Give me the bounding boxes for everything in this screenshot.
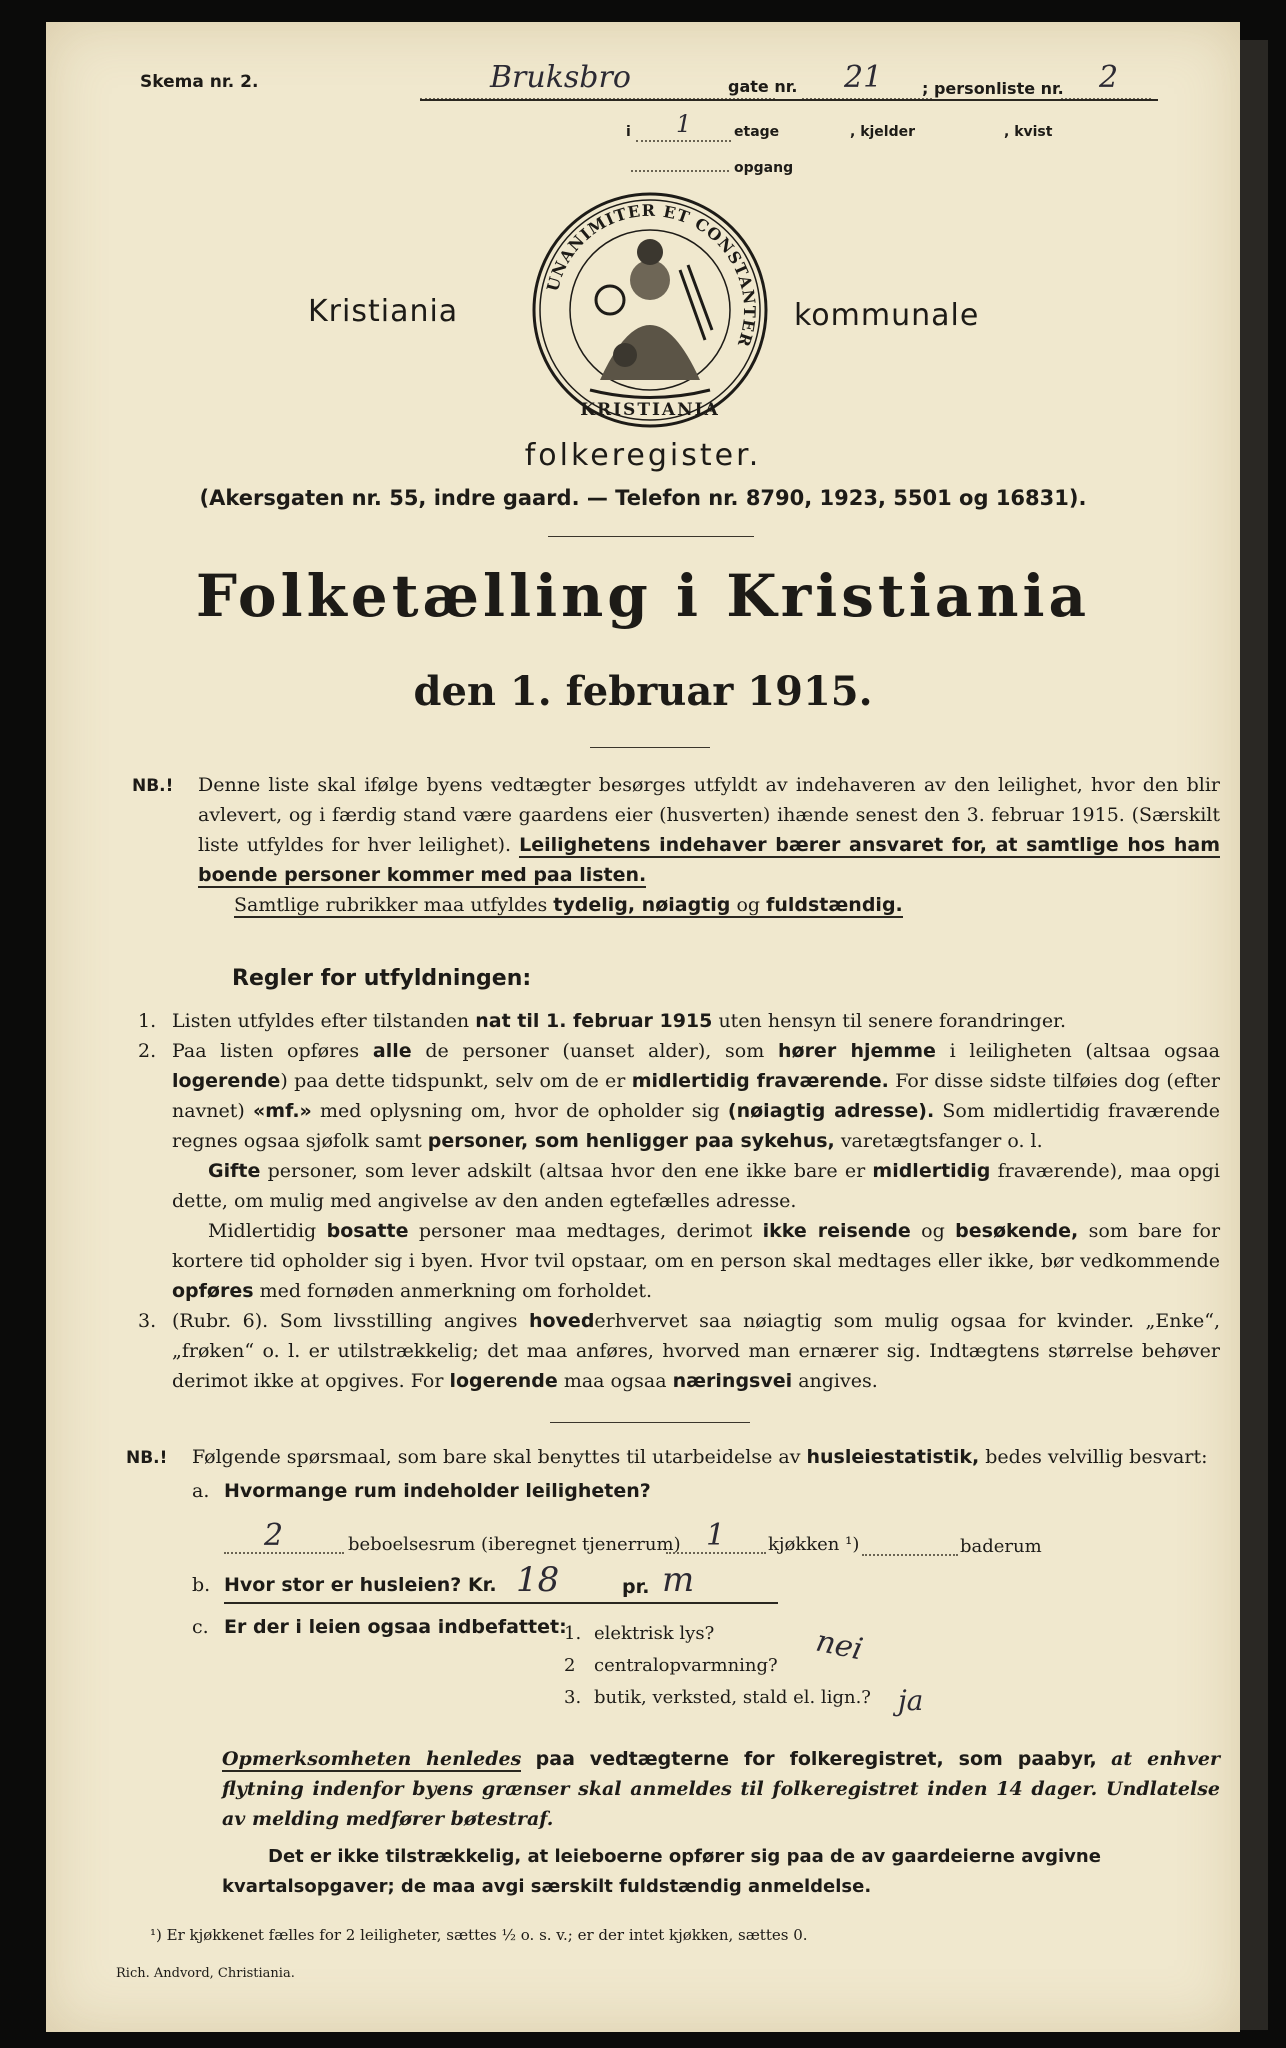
rule-2-c: de personer (uanset alder), som	[425, 1040, 765, 1062]
midl-g: som bare for kortere tid opholder sig i byen. Hvor tvil opstaar, om en person skal medtages eller ikke, bør vedkommende	[172, 1220, 1221, 1272]
question-c-label: c.	[192, 1616, 209, 1638]
question-a-label: a.	[192, 1480, 210, 1502]
opgang-field[interactable]	[631, 150, 729, 172]
rule-2-m: Som midlertidig fraværende regnes ogsaa sjøfolk samt	[172, 1100, 1221, 1152]
bath-field[interactable]	[862, 1532, 958, 1556]
per-label: pr.	[622, 1576, 650, 1598]
kjelder-label: , kjelder	[850, 124, 916, 140]
gifte-c: midlertidig	[872, 1160, 991, 1182]
census-date: den 1. februar 1915.	[413, 668, 873, 715]
rules-list	[138, 1006, 1220, 1396]
rule-2-g: ) paa dette tidspunkt, selv om de er	[280, 1070, 626, 1092]
midl-c: personer maa medtages, derimot	[418, 1220, 753, 1242]
rule-3-number: 3.	[138, 1310, 157, 1332]
option-2-number: 2	[564, 1655, 576, 1676]
nb1-bold: Leilighetens indehaver bærer ansvaret for, at samtlige hos ham boende personer kommer med paa listen.	[198, 834, 1220, 886]
rule-1-number: 1.	[138, 1010, 157, 1032]
gifte-b: personer, som lever adskilt (altsaa hvor den ene ikke bare er	[267, 1160, 866, 1182]
gifte-d: fraværende), maa opgi dette, om mulig med angivelse av den anden egtefælles adresse.	[172, 1160, 1220, 1212]
option-electric-light: elektrisk lys?	[594, 1623, 715, 1644]
notice-italic-b: at enhver flytning indenfor byens grænser skal anmeldes til folkeregistret inden 14 dager. Undlatelse av melding medfører bøtestraf.	[222, 1748, 1220, 1830]
seal-ring-text: UNANIMITER ET CONSTANTER	[542, 200, 760, 350]
rule-2-f: logerende	[172, 1070, 281, 1092]
folkeregister-title: folkeregister.	[524, 438, 762, 473]
rooms-value: 2	[264, 1518, 284, 1553]
rule-2-j: «mf.»	[253, 1100, 312, 1122]
nb1-plain: Denne liste skal ifølge byens vedtægter besørges utfyldt av indehaveren av den leilighet, hvor den blir avlevert, og i færdig stand være gaardens eier (husverten) ihænde senest den 3. februar 1915. (Særskilt liste utfyldes for hver leilighet).	[198, 774, 1220, 856]
rooms-field[interactable]	[224, 1518, 344, 1554]
nb2-intro-b: husleiestatistik,	[806, 1446, 980, 1468]
skema-number: Skema nr. 2.	[140, 72, 259, 92]
rule-2-k: med oplysning om, hvor de opholder sig	[320, 1100, 720, 1122]
rule-3-e: maa ogsaa	[563, 1370, 667, 1392]
question-a: Hvormange rum indeholder leiligheten?	[224, 1480, 651, 1502]
office-address: (Akersgaten nr. 55, indre gaard. — Telefon nr. 8790, 1923, 5501 og 16831).	[199, 486, 1087, 510]
rule-2-number: 2.	[138, 1040, 157, 1062]
personliste-value: 2	[1099, 60, 1119, 95]
question-b: Hvor stor er husleien? Kr.	[224, 1574, 497, 1596]
notice-plain-a: paa vedtægterne for folkeregistret, som paabyr,	[535, 1748, 1097, 1770]
samtlige-d: fuldstændig.	[766, 894, 903, 916]
rule-2-b: alle	[372, 1040, 412, 1062]
rule-2-a: Paa listen opføres	[172, 1040, 360, 1062]
midl-f: besøkende,	[955, 1220, 1079, 1242]
rule-3-b: hoved	[528, 1310, 595, 1332]
kitchen-label: kjøkken ¹)	[768, 1534, 860, 1555]
rule-3-d: logerende	[449, 1370, 558, 1392]
rule-2-d: hører hjemme	[777, 1040, 936, 1062]
rule-2-h: midlertidig fraværende.	[631, 1070, 889, 1092]
rules-heading: Regler for utfyldningen:	[232, 966, 532, 991]
samtlige-b: tydelig, nøiagtig	[553, 894, 731, 916]
nb2-intro-c: bedes velvillig besvart:	[985, 1446, 1208, 1468]
nb1-paragraph	[198, 770, 1220, 920]
divider-1	[548, 536, 754, 537]
kitchen-value: 1	[706, 1518, 726, 1553]
kitchen-field[interactable]	[666, 1518, 766, 1554]
option-3-number: 3.	[564, 1687, 582, 1708]
footnote: ¹) Er kjøkkenet fælles for 2 leiligheter, sættes ½ o. s. v.; er der intet kjøkken, sættes 0.	[150, 1926, 808, 1944]
personliste-field[interactable]	[1061, 60, 1151, 100]
kristiania-seal-icon	[530, 190, 770, 430]
divider-2	[590, 747, 710, 748]
per-value[interactable]: m	[662, 1560, 695, 1600]
background-sheet-edge	[1238, 40, 1268, 2030]
opgang-label: opgang	[734, 160, 794, 176]
rent-value[interactable]: 18	[516, 1560, 560, 1600]
nb2-intro	[192, 1442, 1220, 1472]
midl-e: og	[921, 1220, 945, 1242]
rule-3-c: erhvervet saa nøiagtig som mulig ogsaa for kvinder. „Enke“, „frøken“ o. l. er utilstrækkelig; det maa anføres, hvorved man ernærer sig. Indtægtens størrelse behøver derimot ikke at opgives. For	[172, 1310, 1221, 1392]
rule-3-f: næringsvei	[672, 1370, 793, 1392]
notice-paragraph	[222, 1744, 1220, 1834]
rent-underline	[224, 1592, 778, 1604]
rule-2-i: For disse sidste tilføies dog (efter navnet)	[172, 1070, 1221, 1122]
bath-label: baderum	[960, 1536, 1042, 1557]
nb2-intro-a: Følgende spørsmaal, som bare skal benyttes til utarbeidelse av	[192, 1446, 801, 1468]
answer-light-heating[interactable]: nei	[812, 1623, 866, 1668]
rule-2-n: personer, som henligger paa sykehus,	[427, 1130, 835, 1152]
rule-1-text-a: Listen utfyldes efter tilstanden	[172, 1010, 470, 1032]
option-shop-workshop: butik, verksted, stald el. lign.?	[594, 1687, 871, 1708]
kommunale-label: kommunale	[794, 298, 980, 333]
midl-a: Midlertidig	[208, 1220, 317, 1242]
nb1-label: NB.!	[132, 776, 174, 796]
question-c: Er der i leien ogsaa indbefattet:	[224, 1616, 567, 1638]
kvist-label: , kvist	[1004, 124, 1053, 140]
gate-label: gate nr.	[728, 77, 798, 96]
rule-2-e: i leiligheten (altsaa ogsaa	[949, 1040, 1220, 1062]
nb2-label: NB.!	[126, 1448, 168, 1468]
etage-field[interactable]	[636, 110, 731, 142]
rule-2-o: varetægtsfanger o. l.	[840, 1130, 1043, 1152]
notice-bold-paragraph: Det er ikke tilstrækkelig, at leieboerne opfører sig paa de av gaardeierne avgivne kvartalsopgaver; de maa avgi særskilt fuldstændig anmeldelse.	[222, 1846, 1101, 1897]
rooms-label: beboelsesrum (iberegnet tjenerrum)	[348, 1534, 681, 1555]
i-label: i	[626, 124, 631, 140]
printer-credit: Rich. Andvord, Christiania.	[116, 1966, 295, 1981]
rule-2-l: (nøiagtig adresse).	[727, 1100, 935, 1122]
midl-d: ikke reisende	[762, 1220, 911, 1242]
kristiania-label: Kristiania	[308, 294, 459, 329]
rule-1-text-c: uten hensyn til senere forandringer.	[718, 1010, 1067, 1032]
answer-shop[interactable]: ja	[898, 1684, 924, 1717]
option-1-number: 1.	[564, 1623, 582, 1644]
midl-h: opføres	[172, 1280, 254, 1302]
samtlige-a: Samtlige rubrikker maa utfyldes	[234, 894, 548, 916]
census-form-sheet	[46, 22, 1240, 2032]
personliste-label: ; personliste nr.	[922, 79, 1064, 98]
etage-value: 1	[676, 110, 692, 138]
gate-number-value: 21	[844, 60, 883, 95]
divider-3	[550, 1422, 750, 1423]
etage-label: etage	[734, 124, 780, 140]
header-rule	[420, 99, 1158, 101]
midl-i: med fornøden anmerkning om forholdet.	[259, 1280, 653, 1302]
rule-3-g: angives.	[798, 1370, 878, 1392]
question-b-label: b.	[192, 1574, 211, 1596]
census-title: Folketælling i Kristiania	[195, 562, 1091, 630]
street-value: Bruksbro	[490, 60, 631, 95]
gifte-a: Gifte	[208, 1160, 261, 1182]
option-central-heating: centralopvarmning?	[594, 1655, 778, 1676]
midl-b: bosatte	[326, 1220, 409, 1242]
street-field[interactable]	[420, 60, 775, 100]
samtlige-c: og	[736, 894, 761, 916]
gate-number-field[interactable]	[802, 60, 932, 100]
rule-3-a: (Rubr. 6). Som livsstilling angives	[172, 1310, 518, 1332]
notice-italic-a: Opmerksomheten henledes	[222, 1748, 522, 1770]
seal-bottom-text: KRISTIANIA	[580, 400, 720, 420]
rule-1-text-b: nat til 1. februar 1915	[475, 1010, 713, 1032]
